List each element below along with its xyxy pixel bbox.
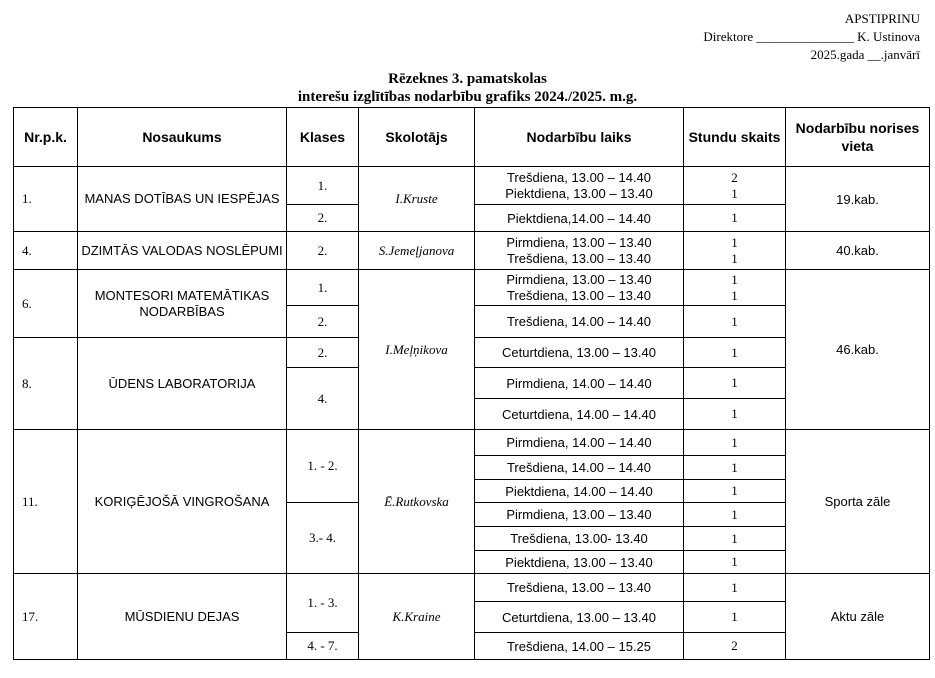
time-entry: Trešdiena, 13.00 – 14.40	[506, 169, 652, 185]
time-cell: Trešdiena, 14.00 – 14.40	[475, 456, 684, 480]
row-nr: 17.	[14, 574, 78, 660]
row-nr: 8.	[14, 338, 78, 430]
class-cell: 1.	[287, 270, 359, 306]
time-cell: Trešdiena, 14.00 – 15.25	[475, 633, 684, 660]
time-entry: Pirmdiena, 13.00 – 13.40	[506, 271, 652, 287]
header-teacher: Skolotājs	[359, 108, 475, 167]
hours-cell: 1	[684, 480, 786, 503]
time-entry: Trešdiena, 13.00 – 13.40	[506, 287, 652, 303]
title-schedule: interešu izglītības nodarbību grafiks 2024./2025. m.g.	[297, 89, 638, 105]
hours-entry: 1	[731, 234, 738, 250]
hours-cell: 1	[684, 527, 786, 551]
time-cell: Piektdiena, 14.00 – 14.40	[475, 480, 684, 503]
time-cell	[475, 167, 684, 205]
hours-cell: 1	[684, 456, 786, 480]
hours-cell	[684, 270, 786, 306]
time-cell: Ceturtdiena, 13.00 – 13.40	[475, 602, 684, 633]
class-cell: 1. - 3.	[287, 574, 359, 633]
class-cell: 4.	[287, 368, 359, 430]
header-row	[14, 108, 930, 167]
header-name: Nosaukums	[78, 108, 287, 167]
hours-entry: 1	[731, 250, 738, 266]
hours-entry: 1	[731, 287, 738, 303]
header-nr: Nr.p.k.	[14, 108, 78, 167]
header-classes: Klases	[287, 108, 359, 167]
time-cell: Ceturtdiena, 13.00 – 13.40	[475, 338, 684, 368]
time-cell: Pirmdiena, 14.00 – 14.40	[475, 430, 684, 456]
time-cell: Piektdiena,14.00 – 14.40	[475, 205, 684, 232]
header-hours: Stundu skaits	[684, 108, 786, 167]
hours-cell: 1	[684, 338, 786, 368]
table-row	[14, 270, 930, 306]
time-cell: Pirmdiena, 14.00 – 14.40	[475, 368, 684, 399]
class-cell: 2.	[287, 205, 359, 232]
activity-name: MŪSDIENU DEJAS	[78, 574, 287, 660]
hours-cell: 2	[684, 633, 786, 660]
hours-cell	[684, 232, 786, 270]
row-nr: 1.	[14, 167, 78, 232]
table-row	[14, 232, 930, 270]
time-cell: Trešdiena, 13.00- 13.40	[475, 527, 684, 551]
time-entry: Pirmdiena, 13.00 – 13.40	[506, 234, 652, 250]
time-cell: Piektdiena, 13.00 – 13.40	[475, 551, 684, 574]
teacher-name: K.Kraine	[359, 574, 475, 660]
document-title	[0, 70, 935, 106]
hours-entry: 1	[731, 185, 738, 201]
class-cell: 2.	[287, 338, 359, 368]
class-cell: 1. - 2.	[287, 430, 359, 503]
time-cell: Trešdiena, 13.00 – 13.40	[475, 574, 684, 602]
teacher-name: S.Jemeļjanova	[359, 232, 475, 270]
hours-cell: 1	[684, 551, 786, 574]
class-cell: 2.	[287, 306, 359, 338]
hours-cell: 1	[684, 399, 786, 430]
hours-cell: 1	[684, 368, 786, 399]
place-cell: 46.kab.	[786, 270, 930, 430]
time-entry: Trešdiena, 13.00 – 13.40	[506, 250, 652, 266]
time-cell: Ceturtdiena, 14.00 – 14.40	[475, 399, 684, 430]
hours-cell: 1	[684, 430, 786, 456]
approval-director-line: Direktore _______________ K. Ustinova	[703, 29, 920, 44]
activity-name: MANAS DOTĪBAS UN IESPĒJAS	[78, 167, 287, 232]
place-cell: Sporta zāle	[786, 430, 930, 574]
time-entry: Piektdiena, 13.00 – 13.40	[505, 185, 653, 201]
hours-entry: 1	[731, 271, 738, 287]
table-row	[14, 430, 930, 456]
teacher-name: Ē.Rutkovska	[359, 430, 475, 574]
teacher-name: I.Meļņikova	[359, 270, 475, 430]
class-cell: 4. - 7.	[287, 633, 359, 660]
activity-name: KORIĢĒJOŠĀ VINGROŠANA	[78, 430, 287, 574]
title-school: Rēzeknes 3. pamatskolas	[388, 71, 547, 87]
time-cell: Trešdiena, 14.00 – 14.40	[475, 306, 684, 338]
class-cell: 2.	[287, 232, 359, 270]
schedule-table	[13, 107, 930, 660]
row-nr: 6.	[14, 270, 78, 338]
header-time: Nodarbību laiks	[475, 108, 684, 167]
table-row	[14, 574, 930, 602]
hours-cell: 1	[684, 306, 786, 338]
approval-block	[703, 10, 920, 64]
header-place: Nodarbību norises vieta	[786, 108, 930, 167]
time-cell	[475, 232, 684, 270]
time-cell: Pirmdiena, 13.00 – 13.40	[475, 503, 684, 527]
hours-cell	[684, 167, 786, 205]
row-nr: 11.	[14, 430, 78, 574]
place-cell: 19.kab.	[786, 167, 930, 232]
time-cell	[475, 270, 684, 306]
class-cell: 1.	[287, 167, 359, 205]
teacher-name: I.Kruste	[359, 167, 475, 232]
place-cell: 40.kab.	[786, 232, 930, 270]
hours-cell: 1	[684, 602, 786, 633]
hours-cell: 1	[684, 205, 786, 232]
approval-title: APSTIPRINU	[844, 11, 920, 26]
approval-date-line: 2025.gada __.janvārī	[810, 47, 920, 62]
hours-entry: 2	[731, 169, 738, 185]
class-cell: 3.- 4.	[287, 503, 359, 574]
hours-cell: 1	[684, 574, 786, 602]
activity-name: MONTESORI MATEMĀTIKAS NODARBĪBAS	[78, 270, 287, 338]
hours-cell: 1	[684, 503, 786, 527]
place-cell: Aktu zāle	[786, 574, 930, 660]
activity-name: DZIMTĀS VALODAS NOSLĒPUMI	[78, 232, 287, 270]
row-nr: 4.	[14, 232, 78, 270]
table-row	[14, 167, 930, 205]
activity-name: ŪDENS LABORATORIJA	[78, 338, 287, 430]
